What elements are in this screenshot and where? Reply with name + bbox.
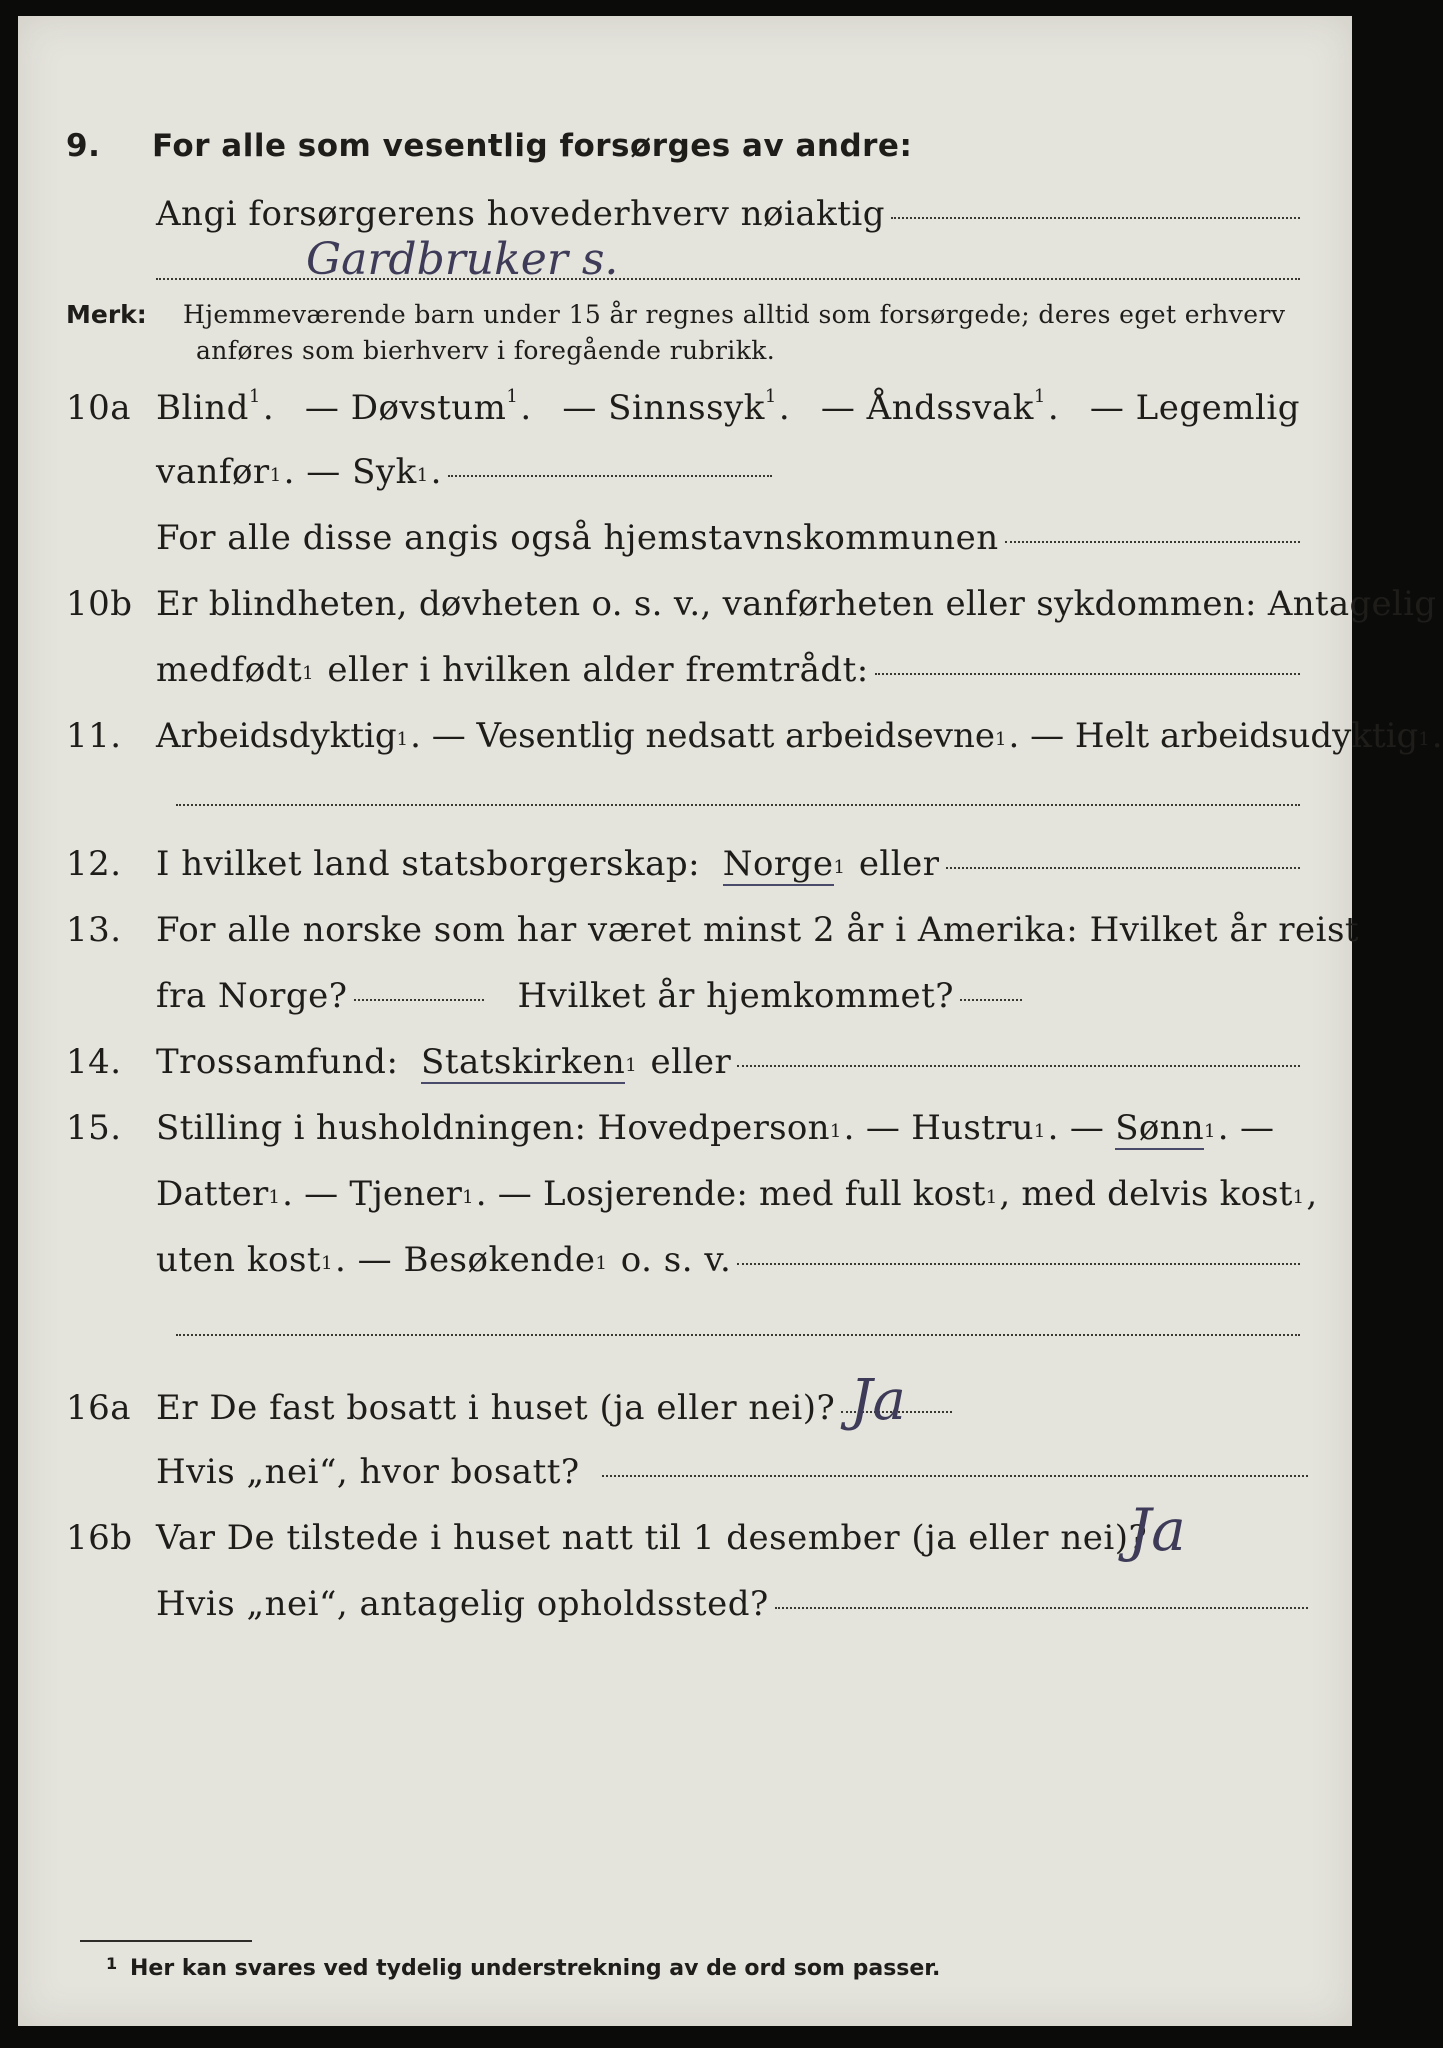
answer-dotted-line bbox=[960, 999, 1022, 1001]
question-number: 16b bbox=[66, 1518, 133, 1558]
question-number: 10a bbox=[66, 388, 132, 428]
answer-dotted-line bbox=[448, 475, 772, 477]
answer-dotted-line bbox=[354, 999, 484, 1001]
question-number: 14. bbox=[66, 1042, 122, 1082]
option-hovedperson: Stilling i husholdningen: Hovedperson bbox=[156, 1108, 830, 1148]
footnote-mark: 1 bbox=[106, 1954, 118, 1973]
option-syk: — Syk bbox=[306, 452, 417, 492]
note-line-2: anføres som bierhverv i foregående rubrikk. bbox=[196, 336, 776, 365]
option-sinnssyk: — Sinnssyk bbox=[562, 388, 765, 428]
question-10a-home-municipality: For alle disse angis også hjemstavnskommunen bbox=[156, 518, 999, 558]
option-blind: Blind bbox=[156, 388, 249, 428]
option-norge-underlined: Norge bbox=[722, 844, 834, 884]
question-16a-text: Er De fast bosatt i huset (ja eller nei)? bbox=[156, 1388, 836, 1428]
handwritten-answer-ja: Ja bbox=[850, 1368, 906, 1433]
question-13-returned: Hvilket år hjemkommet? bbox=[517, 976, 955, 1016]
option-statskirken-underlined: Statskirken bbox=[421, 1042, 626, 1082]
question-16b-text: Var De tilstede i huset natt til 1 desember (ja eller nei)? bbox=[156, 1518, 1148, 1558]
handwritten-answer-ja: Ja bbox=[1128, 1496, 1186, 1564]
question-number: 12. bbox=[66, 844, 122, 884]
option-medfodt: medfødt bbox=[156, 650, 303, 690]
question-16b-where: Hvis „nei“, antagelig opholdssted? bbox=[156, 1584, 769, 1624]
option-arbeidsudyktig: . — Helt arbeidsudyktig bbox=[1008, 716, 1419, 756]
question-12-text: I hvilket land statsborgerskap: bbox=[156, 844, 701, 884]
option-osv: o. s. v. bbox=[620, 1240, 732, 1280]
note-label: Merk: bbox=[66, 300, 147, 329]
question-9-title: For alle som vesentlig forsørges av andre: bbox=[152, 128, 913, 164]
question-number: 9. bbox=[66, 128, 101, 164]
option-datter: Datter bbox=[156, 1174, 269, 1214]
note-line-1: Hjemmeværende barn under 15 år regnes alltid som forsørgede; deres eget erhverv bbox=[183, 300, 1286, 329]
answer-dotted-line bbox=[602, 1475, 1308, 1477]
question-number: 16a bbox=[66, 1388, 132, 1428]
option-besokende: . — Besøkende bbox=[335, 1240, 596, 1280]
option-full-kost: . — Losjerende: med full kost bbox=[475, 1174, 986, 1214]
option-nedsatt-arbeidsevne: . — Vesentlig nedsatt arbeidsevne bbox=[410, 716, 996, 756]
option-delvis-kost: , med delvis kost bbox=[999, 1174, 1293, 1214]
option-arbeidsdyktig: Arbeidsdyktig bbox=[156, 716, 397, 756]
question-14-text: Trossamfund: bbox=[156, 1042, 399, 1082]
option-tjener: . — Tjener bbox=[282, 1174, 463, 1214]
question-number: 15. bbox=[66, 1108, 122, 1148]
handwritten-answer-occupation: Gardbruker s. bbox=[306, 234, 619, 285]
answer-dotted-line bbox=[737, 1263, 1300, 1265]
question-number: 13. bbox=[66, 910, 122, 950]
option-eller: eller bbox=[858, 844, 940, 884]
question-16a-where: Hvis „nei“, hvor bosatt? bbox=[156, 1452, 580, 1492]
question-10b-age: eller i hvilken alder fremtrådt: bbox=[327, 650, 869, 690]
answer-dotted-line bbox=[946, 867, 1300, 869]
answer-dotted-line bbox=[176, 1334, 1300, 1336]
option-uten-kost: uten kost bbox=[156, 1240, 322, 1280]
answer-dotted-line bbox=[775, 1607, 1308, 1609]
answer-dotted-line bbox=[737, 1065, 1300, 1067]
question-number: 10b bbox=[66, 584, 133, 624]
question-13-left-norway: fra Norge? bbox=[156, 976, 348, 1016]
question-9-text: Angi forsørgerens hovederhverv nøiaktig bbox=[156, 194, 886, 234]
option-hustru: . — Hustru bbox=[843, 1108, 1034, 1148]
answer-dotted-line bbox=[176, 804, 1300, 806]
question-10b-text: Er blindheten, døvheten o. s. v., vanførheten eller sykdommen: Antagelig bbox=[156, 584, 1437, 624]
footnote bbox=[106, 1954, 941, 1981]
answer-dotted-line bbox=[891, 217, 1300, 219]
footnote-text: Her kan svares ved tydelig understrekning av de ord som passer. bbox=[130, 1956, 941, 1981]
answer-dotted-line bbox=[875, 673, 1300, 675]
option-andssvak: — Åndssvak bbox=[820, 388, 1034, 428]
question-13-text: For alle norske som har været minst 2 år i Amerika: Hvilket år reist bbox=[156, 910, 1360, 950]
option-sonn-underlined: Sønn bbox=[1115, 1108, 1204, 1148]
footnote-rule bbox=[80, 1940, 252, 1942]
answer-dotted-line bbox=[1005, 541, 1300, 543]
census-form-page: 9. For alle som vesentlig forsørges av andre: Angi forsørgerens hovederhverv nøiaktig Gardbruker s. Merk: Hjemmeværende barn under 15 år regnes alltid som forsørgede; deres eget erhverv anføres som bierhverv i foregående rubrikk. 10a Blind$^1$. — Døvstum$^1$. — Sinnssyk$^1$. — Åndssvak$^1$. — Legemlig vanfør $^1$ . — Syk $^1$ . For alle disse angis også hjemstavnskommunen 10b Er blindheten, døvheten o. s. v., vanførheten eller sykdommen: Antagelig medfødt $^1$ eller i hvilken alder fremtrådt: 11. Arbeidsdyktig $^1$ . — Vesentlig nedsatt arbeidsevne $^1$ . — Helt arbeidsudyktig $^1$ . 12. I hvilket land statsborgerskap: Norge $^1$ eller 13. For alle norske som har været minst 2 år i Amerika: Hvilket år reist fra Norge? Hvilket år hjemkommet? 14. Trossamfund: Statskirken $^1$ eller 15. Stilling i husholdningen: Hovedperson $^1$ . — Hustru $^1$ . — Sønn $^1$ . — Datter $^1$ . — Tjener $^1$ . — Losjerende: med full kost $^1$ , med delvis kost $^1$ , uten kost $^1$ . — Besøkende $^1$ o. s. v. 16a Er De fast bosatt i huset (ja eller nei)? Ja Hvis „nei“, hvor bosatt? 16b Var De tilstede i huset natt til 1 desember (ja eller nei)? Ja Hvis „nei“, antagelig opholdssted? 1 Her kan svares ved tydelig understrekning av de ord som passer. bbox=[18, 16, 1352, 2026]
question-number: 11. bbox=[66, 716, 122, 756]
option-vanfor: vanfør bbox=[156, 452, 270, 492]
option-legemlig: — Legemlig bbox=[1089, 388, 1300, 428]
option-dovstum: — Døvstum bbox=[304, 388, 507, 428]
option-eller: eller bbox=[650, 1042, 732, 1082]
